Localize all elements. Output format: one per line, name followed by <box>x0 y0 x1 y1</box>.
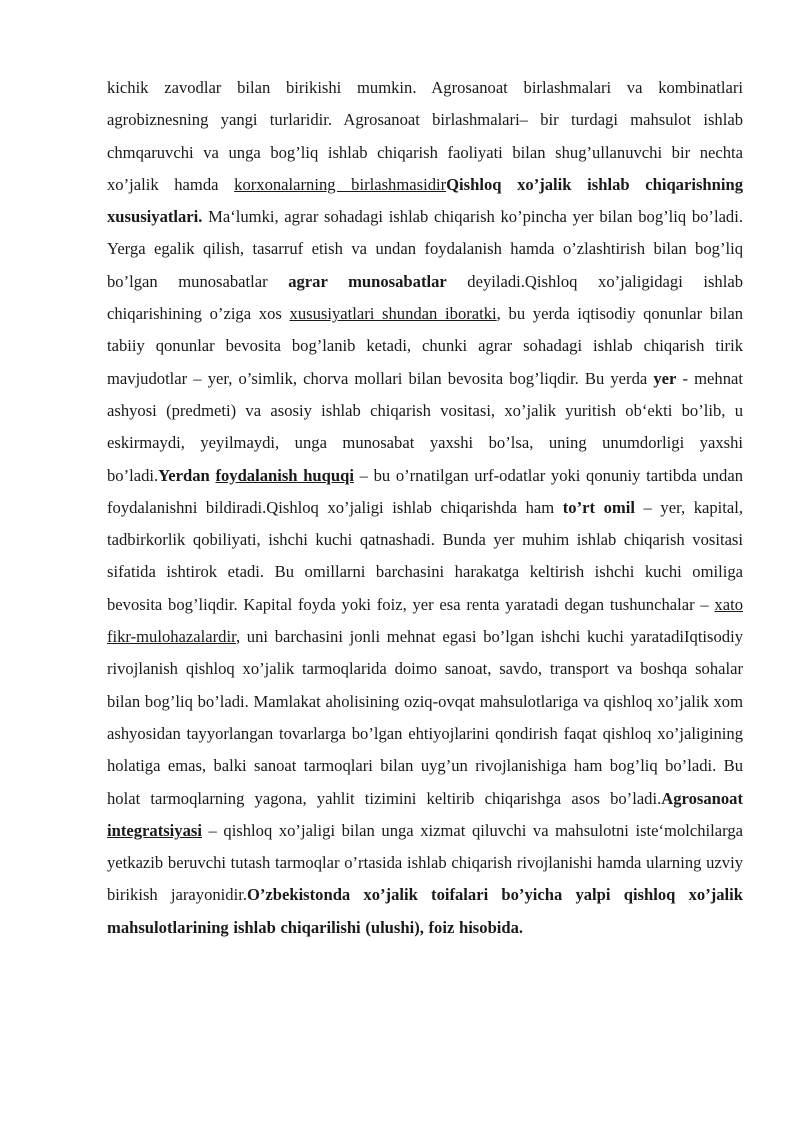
text-run: , bu yerda iqtisodiy qonunlar bilan tabiiy qonunlar bevosita bog’lanib ketadi, chunki agrar sohadagi ishlab chiqarish tirik mavjudotlar – yer, o’simlik, chorva mollari bilan bevosita bog’liqdir. Bu yerda <box>107 304 743 388</box>
text-run: deyiladi.Qishloq xo’jaligidagi ishlab chiqarishining o’ziga xos <box>107 271 744 324</box>
term-bold-underlined <box>215 466 354 485</box>
underlined-phrase: korxonalarning birlashmasidir <box>234 174 447 194</box>
table-caption: O’zbekistonda xo’jalik toifalari bo’yicha yalpi qishloq xo’jalik mahsulotlarining ishlab chiqarilishi (ulushi), foiz hisobida. <box>107 885 743 937</box>
term-bold: Yerdan <box>158 465 216 485</box>
underlined-phrase: foydalanish huquqi <box>215 465 354 485</box>
term-bold-underlined <box>107 821 202 840</box>
underlined-phrase: xususiyatlari shundan iboratki <box>289 304 497 324</box>
text-run: , uni barchasini jonli mehnat egasi bo’lgan ishchi kuchi yaratadiIqtisodiy rivojlanish qishloq xo’jalik tarmoqlarida doimo sanoat, savdo, transport va boshqa sohalar bilan bog’liq bo’ladi. Mamlakat aholisining oziq-ovqat mahsulotlariga va qishloq xo’jalik xom ashyosidan tayyorlangan tovarlarga bo’lgan ehtiyojlarini qondirish faqat qishloq xo’jaligining holatiga emas, balki sanoat tarmoqlari bilan uyg’un rivojlanishiga ham bog’liq bo’ladi. Bu holat tarmoqlarning yagona, yahlit tizimini keltirib chiqarishga asos bo’ladi. <box>107 627 743 808</box>
term-bold: yer <box>653 368 677 388</box>
underlined-phrase: integratsiyasi <box>107 820 202 840</box>
term-bold: agrar munosabatlar <box>288 271 447 291</box>
term-bold: Agrosanoat <box>661 788 743 808</box>
text-run: Ma‘lumki, agrar sohadagi ishlab chiqarish ko’pincha yer bilan bog’liq bo’ladi. Yerga egalik qilish, tasarruf etish va undan foydalanish hamda o’zlashtirish bilan bog’liq bo’lgan munosabatlar <box>107 207 743 291</box>
text-run: – yer, kapital, tadbirkorlik qobiliyati, ishchi kuchi qatnashadi. Bunda yer muhim ishlab chiqarish vositasi sifatida ishtirok etadi. Bu omillarni barchasini harakatga keltirish ishchi kuchi omiliga bevosita bog’liqdir. Kapital foyda yoki foiz, yer esa renta yaratadi degan tushunchalar – <box>107 497 743 614</box>
text-run: - mehnat ashyosi (predmeti) va asosiy ishlab chiqarish vositasi, xo’jalik yuritish ob‘ekti bo’lib, u eskirmaydi, yeyilmaydi, unga munosabat yaxshi bo’lsa, uning unumdorligi yaxshi bo’ladi. <box>107 368 743 485</box>
term-bold: to’rt omil <box>562 497 635 517</box>
text-run: – bu o’rnatilgan urf-odatlar yoki qonuniy tartibda undan foydalanishni bildiradi.Qishloq xo’jaligi ishlab chiqarishda ham <box>107 465 744 517</box>
underlined-phrase: xato fikr-mulohazalardir <box>107 594 743 647</box>
text-run: – qishloq xo’jaligi bilan unga xizmat qiluvchi va mahsulotni iste‘molchilarga yetkazib beruvchi tutash tarmoqlar o’rtasida ishlab chiqarish rivojlanishi hamda ularning uzviy birikish jarayonidir. <box>107 820 743 905</box>
text-run: kichik zavodlar bilan birikishi mumkin. Agrosanoat birlashmalari va kombinatlari agrobiznesning yangi turlaridir. Agrosanoat birlashmalari– bir turdagi mahsulot ishlab chmqaruvchi va unga bog’liq ishlab chiqarish faoliyati bilan shug’ullanuvchi bir nechta xo’jalik hamda <box>107 78 743 194</box>
section-heading: Qishloq xo’jalik ishlab chiqarishning xususiyatlari. <box>107 174 743 227</box>
document-page <box>107 72 743 944</box>
body-paragraph <box>107 72 743 944</box>
